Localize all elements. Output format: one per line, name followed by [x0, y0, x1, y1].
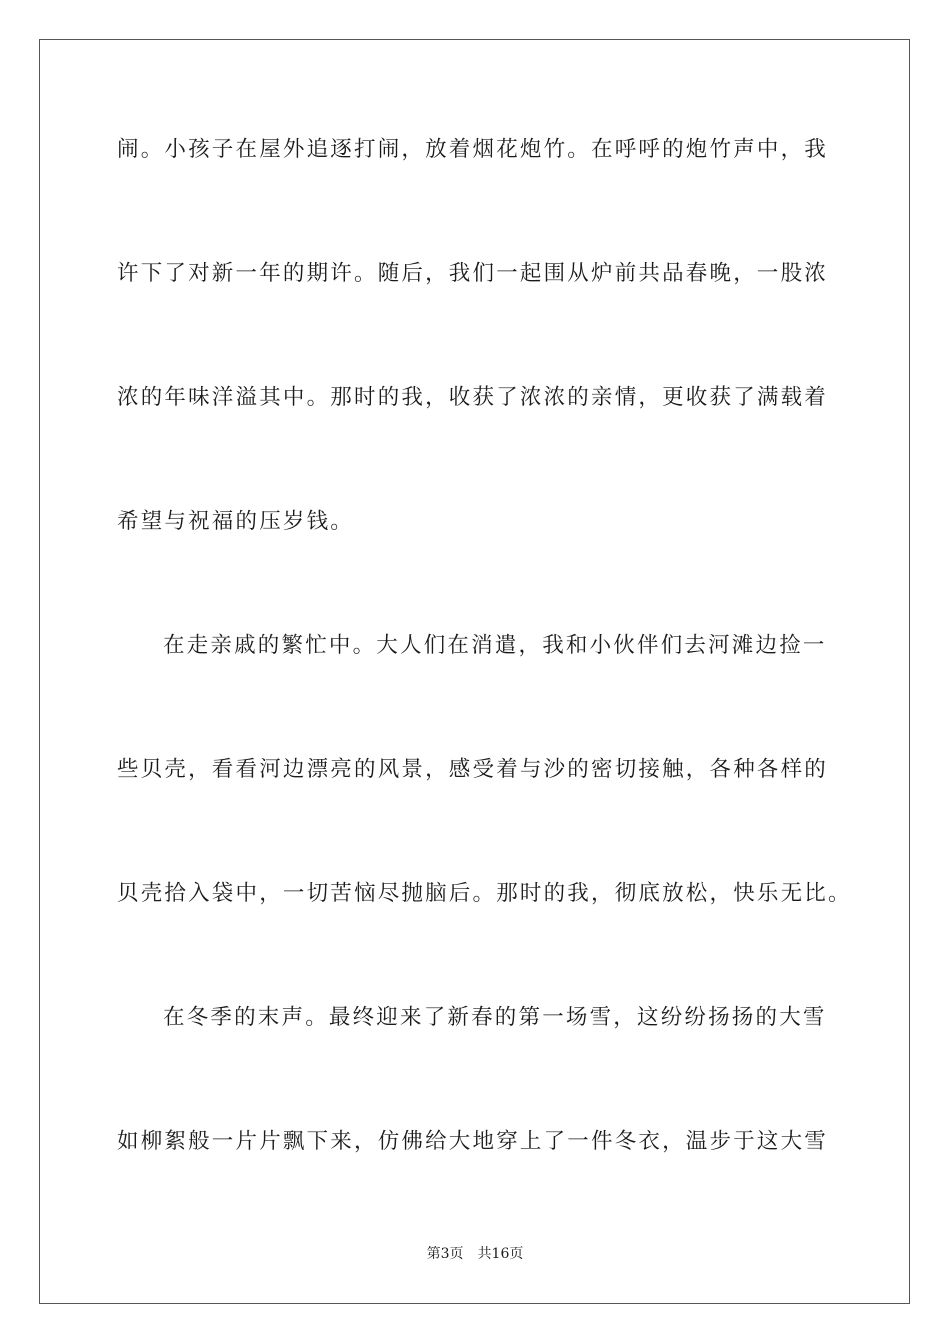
page-footer — [0, 1244, 950, 1264]
text-line-1: 闹。小孩子在屋外追逐打闹，放着烟花炮竹。在呼呼的炮竹声中，我 — [117, 137, 829, 162]
text-line-6: 些贝壳，看看河边漂亮的风景，感受着与沙的密切接触，各种各样的 — [117, 757, 829, 782]
total-pages: 共16页 — [477, 1246, 524, 1262]
text-line-5: 在走亲戚的繁忙中。大人们在消遣，我和小伙伴们去河滩边捡一 — [163, 633, 827, 658]
text-line-9: 如柳絮般一片片飘下来，仿佛给大地穿上了一件冬衣，温步于这大雪 — [117, 1129, 829, 1154]
text-line-8: 在冬季的末声。最终迎来了新春的第一场雪，这纷纷扬扬的大雪 — [163, 1005, 827, 1030]
text-line-4: 希望与祝福的压岁钱。 — [117, 509, 355, 534]
page-border — [39, 39, 910, 1304]
text-line-3: 浓的年味洋溢其中。那时的我，收获了浓浓的亲情，更收获了满载着 — [117, 385, 829, 410]
text-line-7: 贝壳拾入袋中，一切苦恼尽抛脑后。那时的我，彻底放松，快乐无比。 — [117, 881, 852, 906]
page-number: 第3页 — [426, 1246, 464, 1262]
text-line-2: 许下了对新一年的期许。随后，我们一起围从炉前共品春晚，一股浓 — [117, 261, 829, 286]
